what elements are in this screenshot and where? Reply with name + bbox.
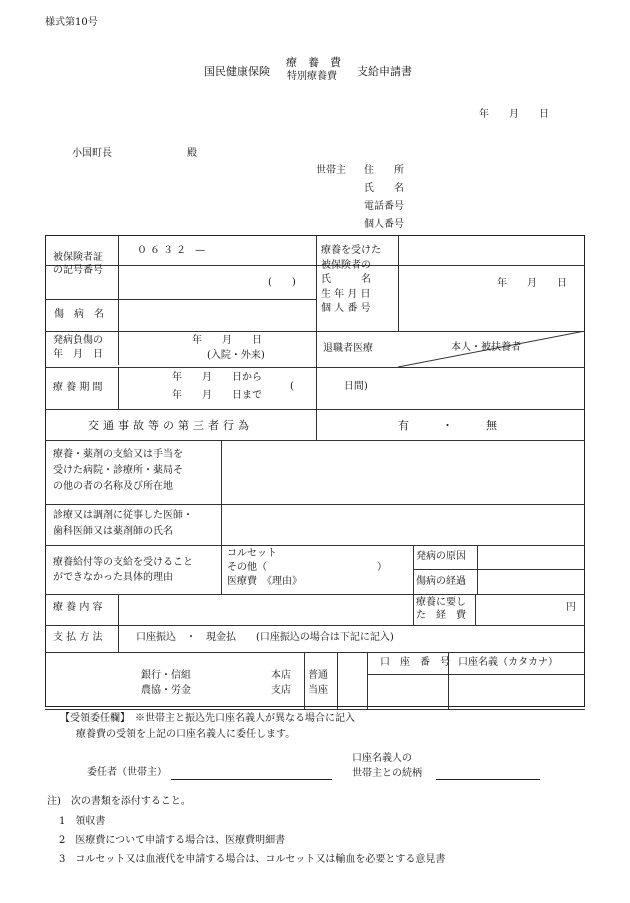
col-divider [398,236,399,331]
patient-birth-date[interactable]: 年 月 日 [497,278,567,289]
col-divider [413,545,414,625]
col-divider [367,652,368,709]
application-date: 年 月 日 [479,109,549,120]
retired-value[interactable]: 本人・被扶養者 [451,342,521,353]
treatment-content-label: 療 養 内 容 [53,602,103,613]
row-divider [413,569,585,570]
addressee-name: 小国町長 [72,148,112,159]
col-divider [118,367,119,409]
delegation-text: 療養費の受領を上記の口座名義人に委任します。 [76,729,296,740]
delegator-label: 委任者（世帯主） [87,767,167,778]
row-divider [45,652,585,653]
note-item: 1 領収書 [59,816,106,827]
row-divider [45,594,585,595]
third-party-label: 交通事故等の第三者行為 [88,419,253,432]
title-suffix: 支給申請書 [357,65,412,78]
addressee-honorific: 殿 [187,148,197,159]
bank-types[interactable]: 銀行・信組 農協・労金 [141,670,191,696]
row-divider [45,299,316,300]
doctor-label: 診療又は調剤に従事した医師・ 歯科医師又は薬剤師の氏名 [53,510,193,537]
provider-label: 療養・薬剤の支給又は手当を 受けた病院・診療所・薬局そ の他の者の名称及び所在地 [53,449,183,492]
col-divider [475,594,476,625]
patient-label: 療養を受けた 被保険者の 氏 名 生 年 月 日 個 人 番 号 [321,245,381,314]
onset-date-label: 発病負傷の 年 月 日 [53,335,103,360]
row-divider [45,367,585,368]
applicant-address-label: 住 所 [364,165,404,176]
col-divider [477,545,478,594]
third-party-value[interactable]: 有 ・ 無 [398,419,497,432]
applicant-id-label: 個人番号 [364,219,404,230]
reason-options[interactable]: コルセット その他（ ） 医療費 《理由》 [227,548,387,587]
course-label: 傷病の経過 [416,576,466,587]
applicant-head-label: 世帯主 [316,165,346,176]
col-divider [118,625,119,652]
row-divider [367,674,585,675]
col-divider [221,440,222,545]
period-days[interactable]: ( 日間) [290,381,368,392]
onset-date-value[interactable]: 年 月 日 [192,335,262,346]
applicant-name-label: 氏 名 [364,183,404,194]
col-divider [221,545,222,594]
applicant-phone-label: 電話番号 [364,201,404,212]
onset-type[interactable]: (入院・外来) [207,350,265,361]
retired-label: 退職者医療 [323,343,373,354]
row-divider [45,709,585,710]
title-option-ryoyohi: 療 養 費 [286,56,341,69]
payment-options[interactable]: 口座振込 ・ 現金払 (口座振込の場合は下記に記入) [136,632,394,643]
delegator-signature-line[interactable] [171,779,332,780]
col-divider [118,594,119,625]
insured-no-label: 被保険者証 の記号番号 [53,252,103,276]
col-divider [118,236,119,365]
account-name-label: 口座名義（カタカナ） [458,657,558,668]
form-id: 様式第10号 [45,17,98,28]
relation-label: 口座名義人の 世帯主との続柄 [352,753,422,779]
delegation-heading: 【受領委任欄】 ※世帯主と振込先口座名義人が異なる場合に記入 [60,713,355,724]
cause-label: 発病の原因 [416,551,466,562]
period-label: 療 養 期 間 [53,382,103,393]
period-from[interactable]: 年 月 日から [172,372,262,383]
cost-label: 療養に要し た 経 費 [416,597,466,621]
col-divider [304,652,305,709]
col-divider [316,409,317,440]
account-types[interactable]: 普通 当座 [308,670,328,696]
period-to[interactable]: 年 月 日まで [172,390,262,401]
reason-label: 療養給付等の支給を受けること ができなかった具体的理由 [53,557,193,583]
row-divider [45,440,585,441]
row-divider [45,409,585,410]
notes-heading: 注) 次の書類を添付すること。 [47,796,191,807]
note-item: 3 コルセット又は血液代を申請する場合は、コルセット又は輸血を必要とする意見書 [59,854,446,865]
title-prefix: 国民健康保険 [204,65,270,78]
insured-no-paren[interactable]: ( ) [268,277,296,288]
account-number-label: 口 座 番 号 [380,657,450,668]
disease-name-label: 傷 病 名 [54,309,104,320]
note-item: 2 医療費について申請する場合は、医療費明細書 [59,835,286,846]
insured-no-value[interactable]: ０６３２ — [137,245,209,256]
branch-types[interactable]: 本店 支店 [271,670,291,696]
title-option-tokubetsu: 特別療養費 [287,71,337,82]
row-divider [45,265,585,266]
row-divider [45,625,585,626]
cost-unit: 円 [566,602,576,613]
row-divider [45,545,585,546]
col-divider [337,652,338,709]
payment-method-label: 支 払 方 法 [53,632,103,643]
relation-input-line[interactable] [436,779,540,780]
row-divider [45,504,585,505]
